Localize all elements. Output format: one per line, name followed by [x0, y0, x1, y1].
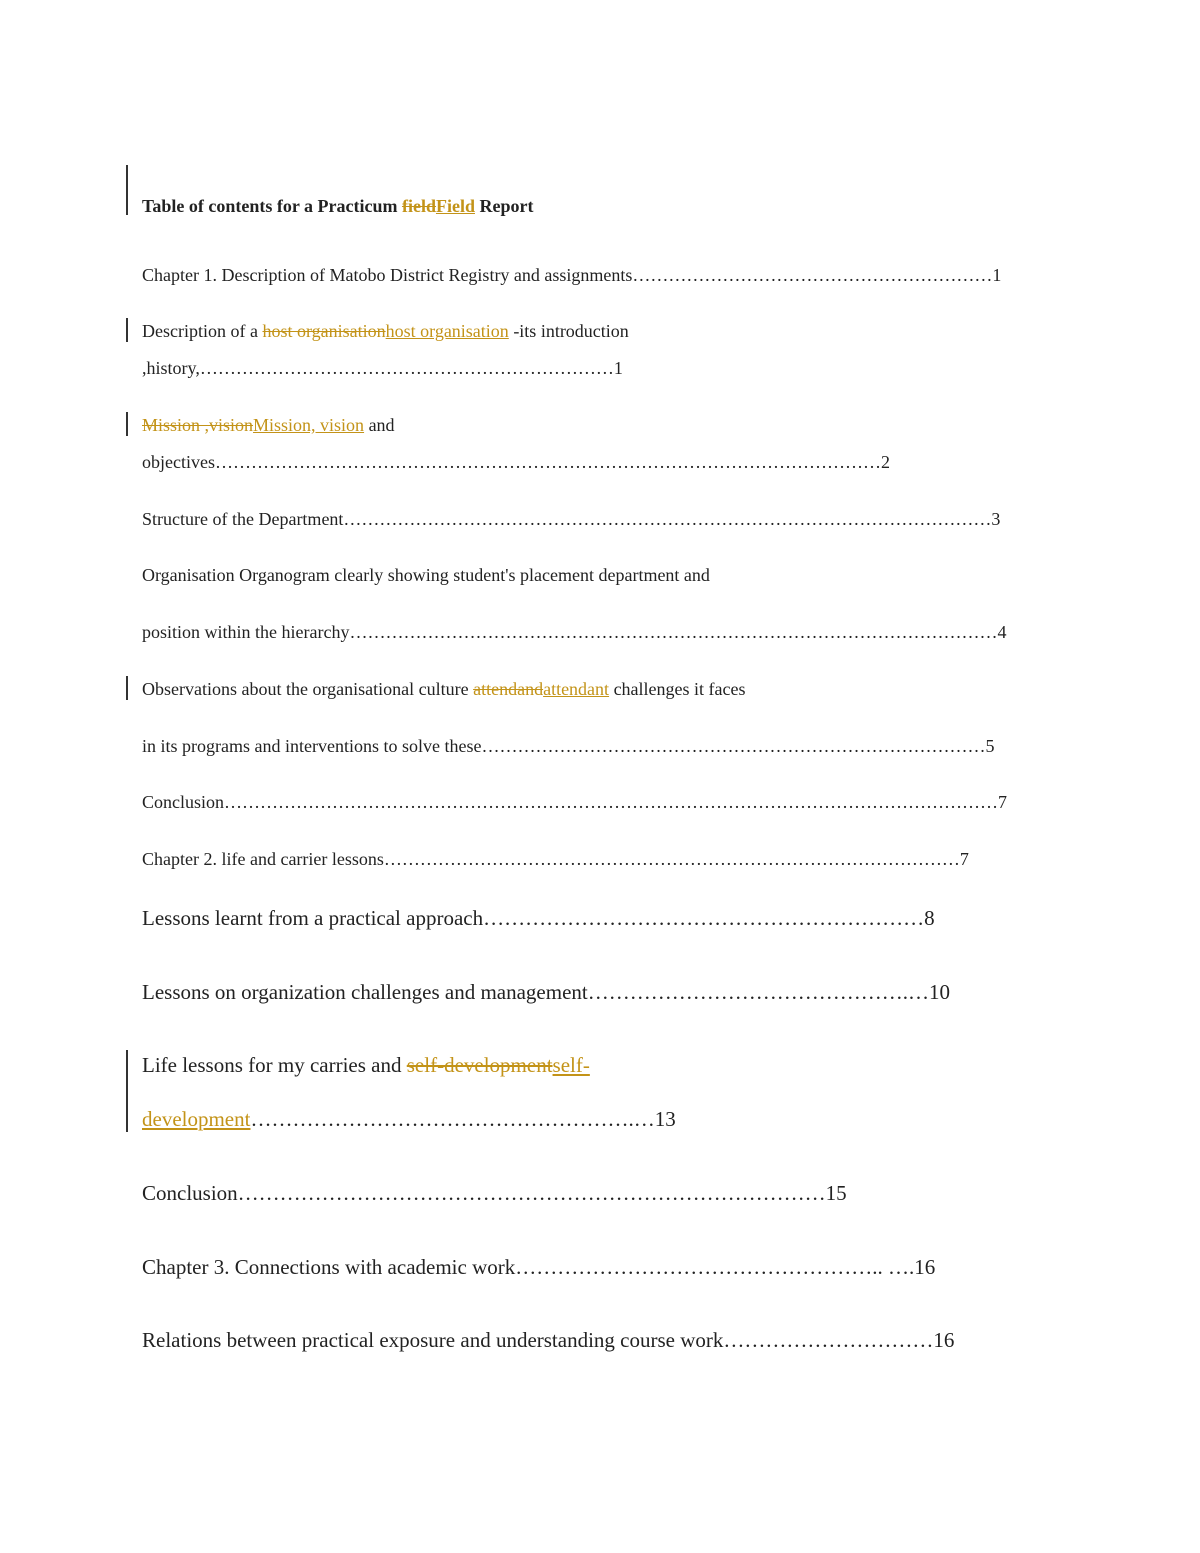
- entry-deletion: attendand: [473, 679, 544, 699]
- entry-insertion: development: [142, 1107, 251, 1131]
- toc-title: [142, 196, 533, 217]
- change-bar: [126, 1050, 128, 1132]
- toc-entry: in its programs and interventions to solve these…………………………………………………………………………5: [142, 736, 995, 756]
- toc-entry: [142, 321, 629, 342]
- toc-entry: objectives…………………………………………………………………………………………………2: [142, 452, 890, 472]
- entry-deletion: self-development: [406, 1053, 553, 1077]
- change-bar: [126, 676, 128, 700]
- entry-text: -its introduction: [508, 321, 629, 341]
- change-bar: [126, 412, 128, 436]
- toc-entry: Chapter 2. life and carrier lessons……………………………………………………………………………………7: [142, 849, 969, 869]
- toc-entry: Organisation Organogram clearly showing student's placement department and: [142, 565, 710, 585]
- title-text: Table of contents for a Practicum: [142, 196, 402, 216]
- entry-text: Observations about the organisational culture: [142, 679, 474, 699]
- change-bar: [126, 318, 128, 342]
- entry-deletion: host organisation: [262, 321, 386, 341]
- entry-text: Description of a: [142, 321, 263, 341]
- title-deletion: field: [401, 196, 436, 216]
- toc-entry: Lessons learnt from a practical approach………………………………………………………8: [142, 906, 935, 930]
- entry-insertion: host organisation: [385, 321, 509, 341]
- toc-entry: [142, 679, 746, 700]
- change-bar: [126, 165, 128, 215]
- toc-entry: Structure of the Department………………………………………………………………………………………………3: [142, 509, 1001, 529]
- title-insertion: Field: [435, 196, 475, 216]
- entry-deletion: Mission ,vision: [142, 415, 254, 435]
- entry-text: challenges it faces: [609, 679, 746, 699]
- toc-entry: Relations between practical exposure and understanding course work…………………………16: [142, 1328, 955, 1352]
- toc-entry: Chapter 1. Description of Matobo District Registry and assignments……………………………………………………1: [142, 265, 1002, 285]
- toc-entry: position within the hierarchy………………………………………………………………………………………………4: [142, 622, 1007, 642]
- entry-insertion: attendant: [543, 679, 610, 699]
- toc-entry: [142, 415, 395, 436]
- toc-entry: Conclusion…………………………………………………………………………15: [142, 1181, 847, 1205]
- toc-entry: Lessons on organization challenges and management……………………………………….…10: [142, 980, 950, 1004]
- entry-text: ……………………………………………….…13: [250, 1107, 676, 1131]
- toc-entry: [142, 1053, 590, 1078]
- entry-insertion: Mission, vision: [253, 415, 365, 435]
- toc-entry: ,history,……………………………………………………………1: [142, 358, 623, 378]
- entry-insertion: self-: [552, 1053, 590, 1077]
- toc-entry: [142, 1107, 676, 1132]
- toc-entry: Chapter 3. Connections with academic work…………………………………………….. ….16: [142, 1255, 936, 1279]
- entry-text: Life lessons for my carries and: [142, 1053, 407, 1077]
- title-text: Report: [474, 196, 534, 216]
- toc-entry: Conclusion…………………………………………………………………………………………………………………7: [142, 792, 1008, 812]
- entry-text: and: [364, 415, 395, 435]
